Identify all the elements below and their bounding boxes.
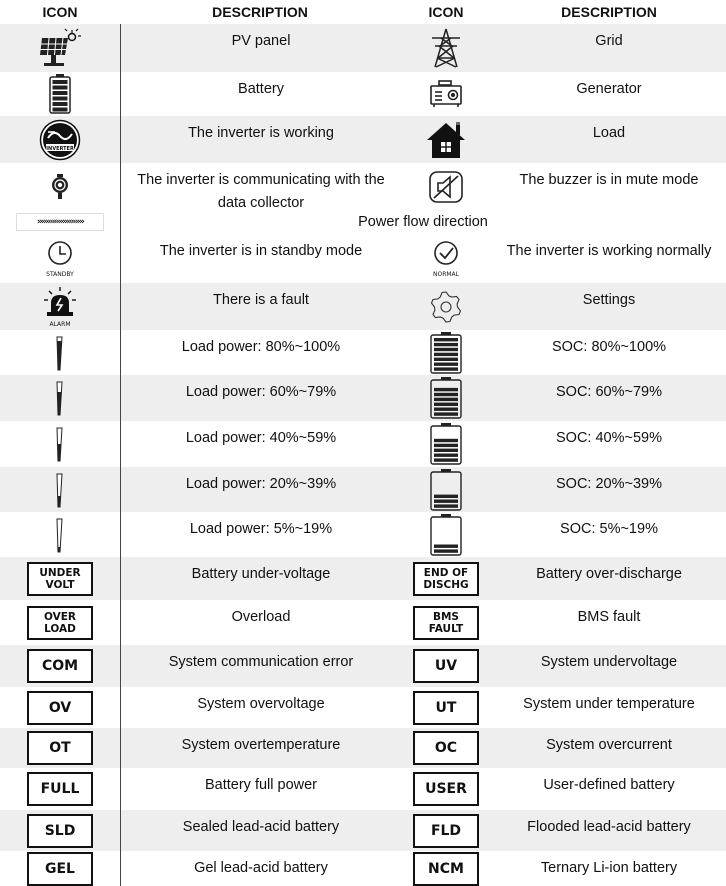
status-code-badge: UT xyxy=(413,691,479,725)
generator-icon xyxy=(429,80,463,108)
svg-text:NORMAL: NORMAL xyxy=(432,270,460,278)
row-description: Generator xyxy=(576,81,642,97)
row-description: Load power: 5%~19% xyxy=(189,521,333,537)
standby-clock-icon xyxy=(39,239,81,279)
status-code-badge: USER xyxy=(413,772,479,806)
soc-battery-icon xyxy=(429,469,463,511)
row-description: SOC: 5%~19% xyxy=(560,521,658,537)
status-code-badge: NCM xyxy=(413,852,479,886)
table-row xyxy=(0,687,726,728)
load-bar-icon xyxy=(54,380,66,416)
status-code-badge: OC xyxy=(413,731,479,765)
row-description: Sealed lead-acid battery xyxy=(182,819,340,835)
settings-gear-icon xyxy=(428,290,464,324)
flow-arrows-icon: »»»»»»»»»»» xyxy=(16,213,104,231)
status-code-badge: GEL xyxy=(27,852,93,886)
status-code-badge: END OF DISCHG xyxy=(413,562,479,596)
soc-battery-icon xyxy=(429,332,463,374)
row-description: PV panel xyxy=(231,33,291,49)
svg-text:STANDBY: STANDBY xyxy=(46,270,74,278)
table-row xyxy=(0,234,726,283)
row-description: There is a fault xyxy=(213,292,309,308)
svg-text:ALARM: ALARM xyxy=(49,320,71,328)
status-code-badge: OT xyxy=(27,731,93,765)
buzzer-mute-icon xyxy=(428,170,464,204)
house-load-icon xyxy=(426,121,466,159)
header-icon-left: ICON xyxy=(42,4,78,20)
row-description: Load power: 60%~79% xyxy=(185,384,337,400)
row-description: Gel lead-acid battery xyxy=(194,860,328,876)
table-row xyxy=(0,645,726,687)
status-code-badge: FULL xyxy=(27,772,93,806)
row-description: Load power: 20%~39% xyxy=(185,476,337,492)
soc-battery-icon xyxy=(429,377,463,419)
soc-battery-icon xyxy=(429,423,463,465)
row-description: Settings xyxy=(582,292,636,308)
grid-tower-icon xyxy=(429,28,463,68)
load-bar-icon xyxy=(54,472,66,508)
status-code-badge: OV xyxy=(27,691,93,725)
table-row xyxy=(0,72,726,116)
row-description: SOC: 80%~100% xyxy=(551,339,667,355)
status-code-badge: SLD xyxy=(27,814,93,848)
normal-check-icon xyxy=(425,239,467,279)
row-description: The buzzer is in mute mode xyxy=(519,172,699,188)
battery-icon xyxy=(49,74,71,114)
table-row xyxy=(0,163,726,210)
table-row xyxy=(0,210,726,234)
row-description: System overcurrent xyxy=(546,737,672,753)
status-code-badge: COM xyxy=(27,649,93,683)
status-code-badge: OVER LOAD xyxy=(27,606,93,640)
inverter-icon xyxy=(39,119,81,161)
table-row xyxy=(0,728,726,768)
table-row xyxy=(0,116,726,163)
soc-battery-icon xyxy=(429,514,463,556)
row-description: System under temperature xyxy=(523,696,695,712)
header-description-left: DESCRIPTION xyxy=(212,4,308,20)
column-divider xyxy=(120,24,121,886)
load-bar-icon xyxy=(54,426,66,462)
solar-panel-icon xyxy=(38,28,82,68)
load-bar-icon xyxy=(54,517,66,553)
table-row xyxy=(0,375,726,421)
svg-text:INVERTER: INVERTER xyxy=(46,145,74,152)
table-row xyxy=(0,421,726,467)
row-description: The inverter is working xyxy=(188,125,334,141)
row-description: System communication error xyxy=(168,654,354,670)
table-row xyxy=(0,600,726,645)
row-description: Flooded lead-acid battery xyxy=(527,819,691,835)
row-description: Ternary Li-ion battery xyxy=(540,860,678,876)
table-row xyxy=(0,512,726,557)
load-bar-icon xyxy=(54,335,66,371)
data-collector-icon xyxy=(50,174,70,200)
row-description: The inverter is in standby mode xyxy=(159,243,363,259)
row-description: Battery under-voltage xyxy=(191,566,331,582)
table-row xyxy=(0,557,726,600)
row-description: Battery full power xyxy=(204,777,318,793)
table-row xyxy=(0,24,726,72)
table-row xyxy=(0,768,726,810)
row-description: SOC: 60%~79% xyxy=(556,384,662,400)
row-description: Power flow direction xyxy=(358,214,488,230)
row-description: SOC: 20%~39% xyxy=(556,476,662,492)
row-description: The inverter is communicating with the data collector xyxy=(137,172,385,211)
table-row xyxy=(0,810,726,851)
status-code-badge: BMS FAULT xyxy=(413,606,479,640)
table-row xyxy=(0,330,726,375)
status-code-badge: FLD xyxy=(413,814,479,848)
row-description: User-defined battery xyxy=(543,777,675,793)
table-row xyxy=(0,283,726,330)
row-description: Battery over-discharge xyxy=(536,566,682,582)
header-icon-right: ICON xyxy=(428,4,464,20)
row-description: BMS fault xyxy=(577,609,641,625)
row-description: Grid xyxy=(595,33,623,49)
row-description: Battery xyxy=(238,81,284,97)
header-description-right: DESCRIPTION xyxy=(561,4,657,20)
row-description: SOC: 40%~59% xyxy=(556,430,662,446)
alarm-icon xyxy=(39,286,81,328)
row-description: Overload xyxy=(231,609,291,625)
row-description: System overtemperature xyxy=(181,737,341,753)
row-description: System overvoltage xyxy=(197,696,325,712)
row-description: Load xyxy=(592,125,626,141)
table-row xyxy=(0,851,726,886)
table-row xyxy=(0,467,726,512)
status-code-badge: UNDER VOLT xyxy=(27,562,93,596)
row-description: The inverter is working normally xyxy=(506,243,712,259)
row-description: Load power: 40%~59% xyxy=(185,430,337,446)
row-description: Load power: 80%~100% xyxy=(181,339,341,355)
row-description: System undervoltage xyxy=(540,654,678,670)
status-code-badge: UV xyxy=(413,649,479,683)
